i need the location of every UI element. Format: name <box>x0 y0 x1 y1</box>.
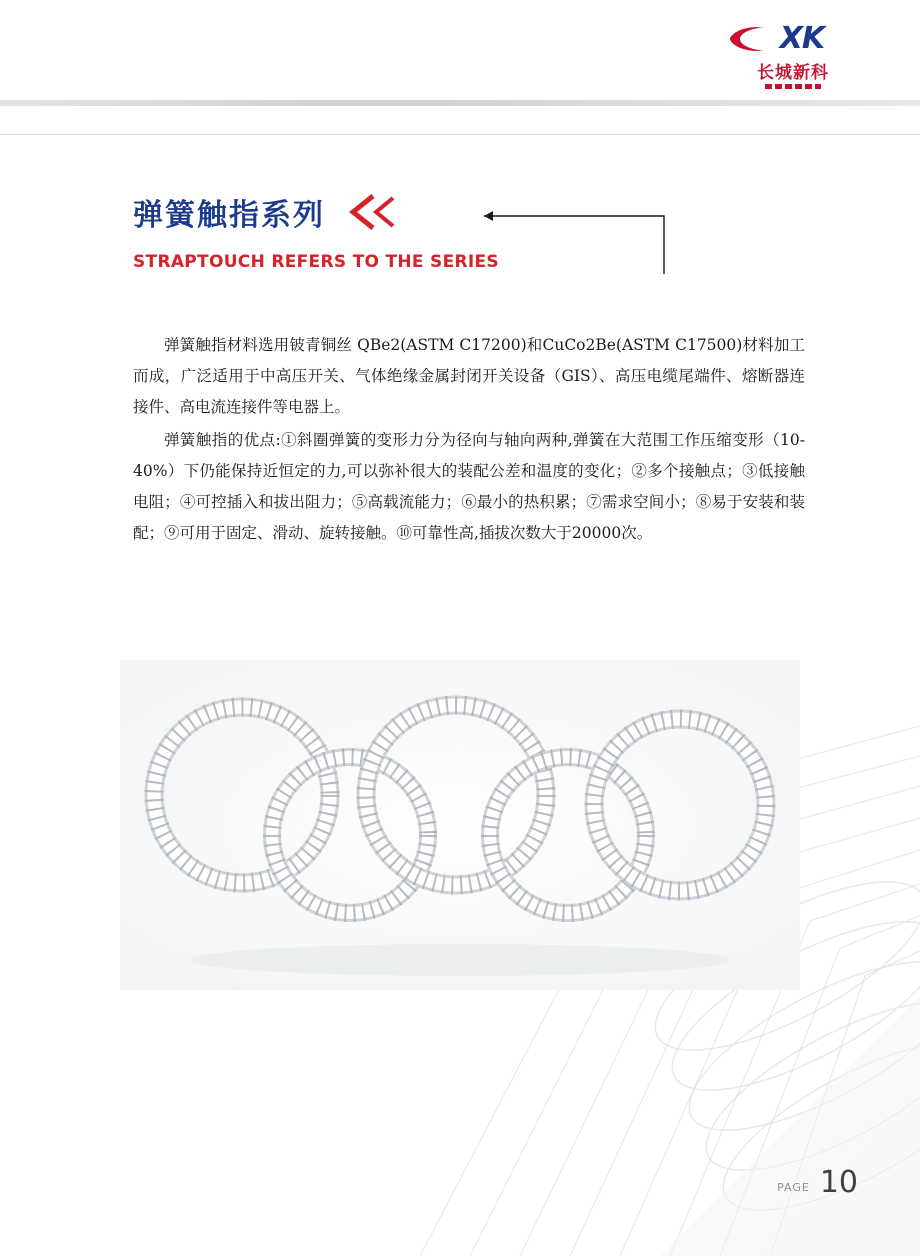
company-logo <box>728 22 858 84</box>
title-connector-line <box>478 196 708 276</box>
title-row <box>133 192 833 232</box>
paragraph-1: 弹簧触指材料选用铍青铜丝 QBe2(ASTM C17200)和CuCo2Be(ASTM C17500)材料加工而成，广泛适用于中高压开关、气体绝缘金属封闭开关设备（GIS）、高压电缆尾端件、熔断器连接件、高电流连接件等电器上。 <box>133 336 805 416</box>
logo-text-english: XK <box>779 21 825 56</box>
double-chevron-left-icon <box>339 193 405 231</box>
page-label: PAGE <box>777 1181 810 1194</box>
header-divider-secondary <box>0 134 920 135</box>
body-copy <box>133 330 805 551</box>
page-subtitle: STRAPTOUCH REFERS TO THE SERIES <box>133 252 499 272</box>
section-title-block <box>133 192 833 272</box>
page-title: 弹簧触指系列 <box>133 198 325 233</box>
logo-text-chinese: 长城新科 <box>757 63 829 83</box>
product-photo <box>120 660 800 990</box>
page-number: 10 <box>819 1165 858 1200</box>
paragraph-2: 弹簧触指的优点:①斜圈弹簧的变形力分为径向与轴向两种,弹簧在大范围工作压缩变形（10-40%）下仍能保持近恒定的力,可以弥补很大的装配公差和温度的变化；②多个接触点；③低接触电阻；④可控插入和拔出阻力；⑤高载流能力；⑥最小的热积累；⑦需求空间小；⑧易于安装和装配；⑨可用于固定、滑动、旋转接触。⑩可靠性高,插拔次数大于20000次。 <box>133 431 805 542</box>
page-footer <box>777 1165 858 1200</box>
header-divider <box>0 100 920 106</box>
logo-mark <box>728 22 858 56</box>
page-header <box>0 0 920 100</box>
logo-underline <box>765 84 821 89</box>
